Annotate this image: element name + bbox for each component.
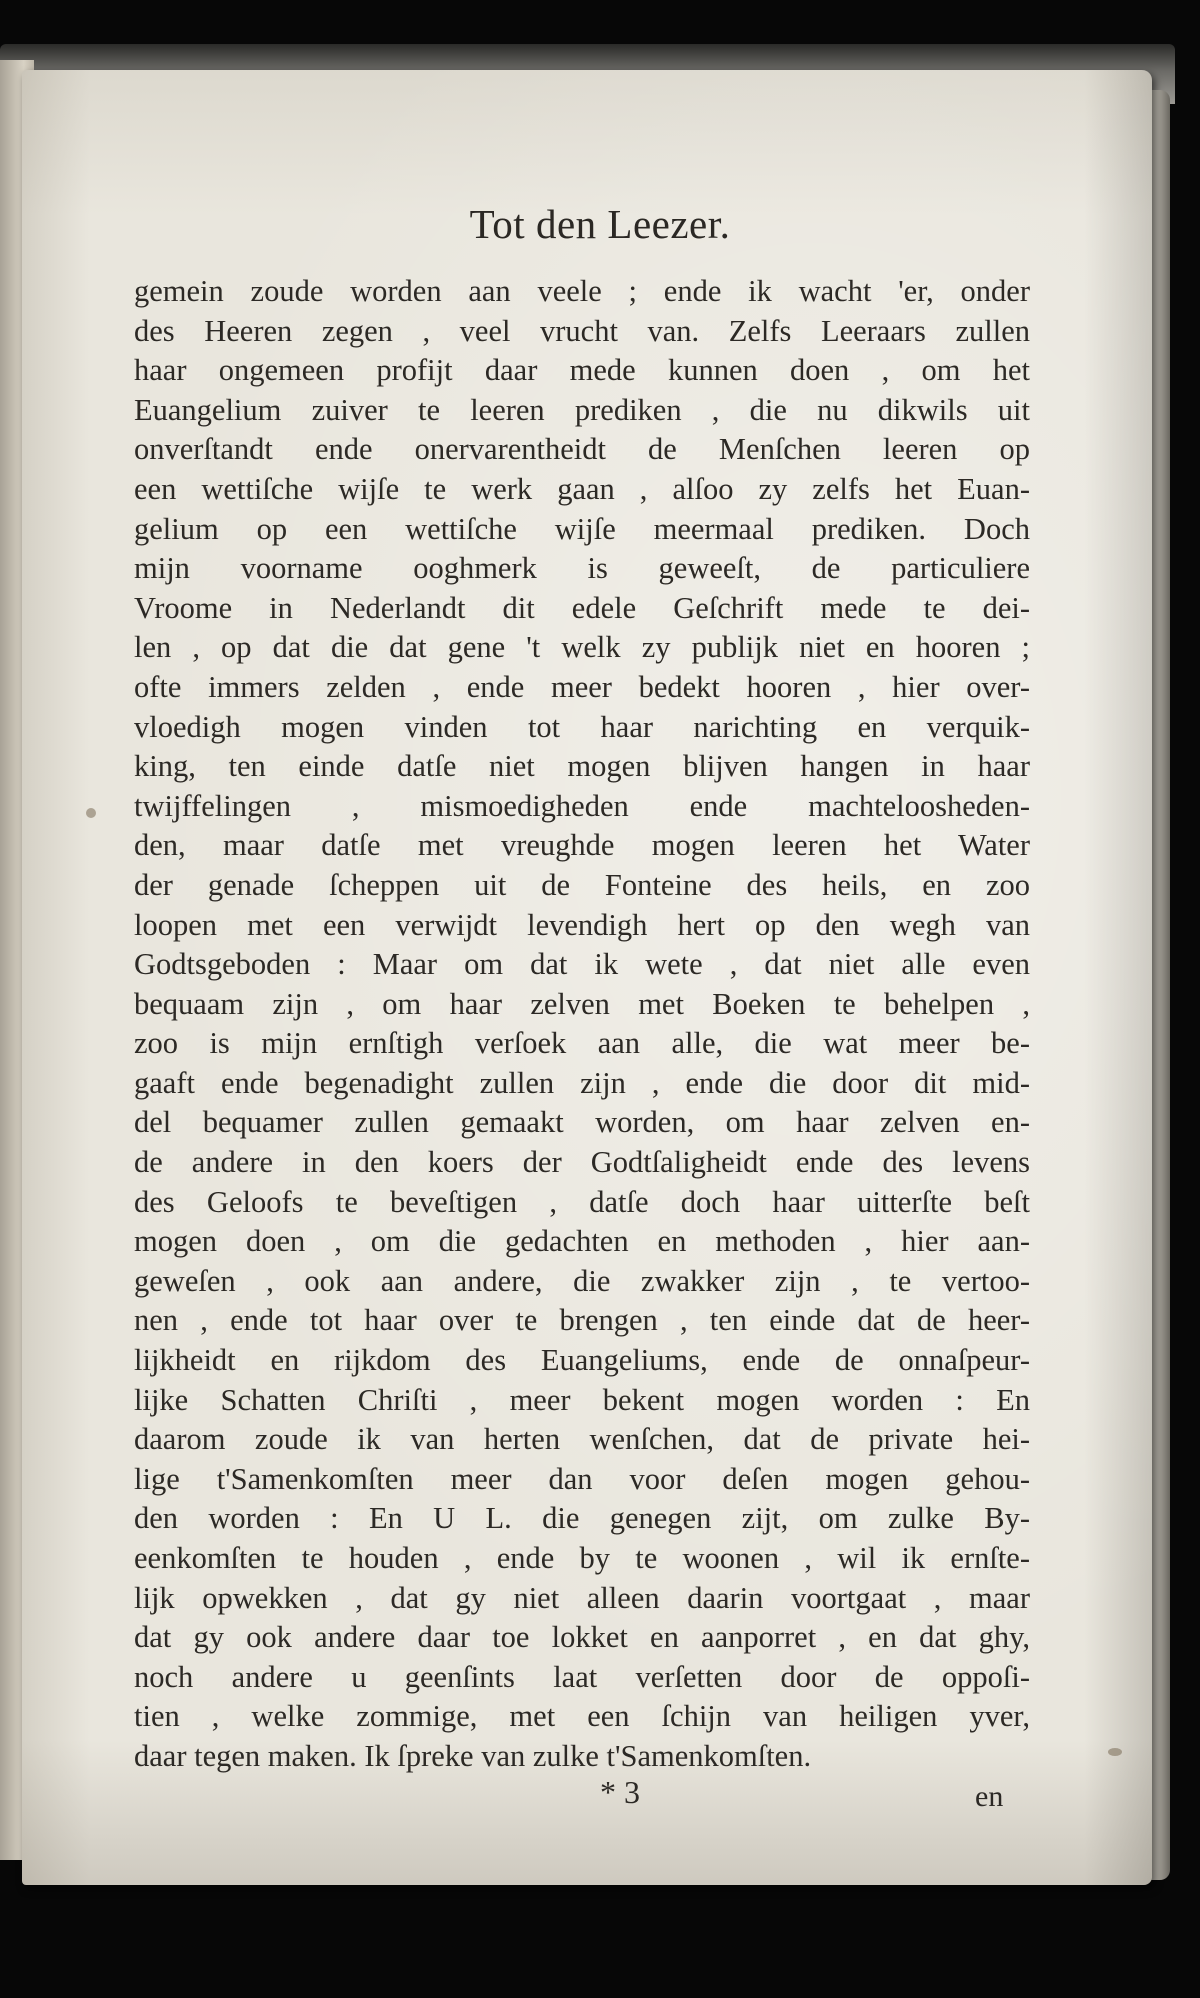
text-line: onverſtandt ende onervarentheidt de Menſchen leeren op (134, 432, 1030, 467)
text-line: Vroome in Nederlandt dit edele Geſchrift mede te dei- (134, 590, 1030, 625)
body-text (134, 272, 1030, 1777)
text-line: tien , welke zommige, met een ſchijn van heiligen yver, (134, 1699, 1030, 1734)
text-line: Godtsgeboden : Maar om dat ik wete , dat niet alle even (134, 947, 1030, 982)
text-line: de andere in den koers der Godtſaligheidt ende des levens (134, 1145, 1030, 1180)
text-line: nen , ende tot haar over te brengen , ten einde dat de heer- (134, 1303, 1030, 1338)
text-line: gemein zoude worden aan veele ; ende ik wacht 'er, onder (134, 274, 1030, 308)
running-head: Tot den Leezer. (469, 201, 731, 247)
text-line: eenkomſten te houden , ende by te woonen , wil ik ernſte- (134, 1541, 1030, 1575)
text-line: den worden : En U L. die genegen zijt, om zulke By- (134, 1501, 1030, 1536)
text-line: haar ongemeen profijt daar mede kunnen doen , om het (134, 353, 1030, 388)
text-line: loopen met een verwijdt levendigh hert op den wegh van (134, 907, 1030, 942)
text-line: der genade ſcheppen uit de Fonteine des heils, en zoo (134, 867, 1030, 902)
text-line: ofte immers zelden , ende meer bedekt hooren , hier over- (134, 669, 1030, 704)
text-line: geweſen , ook aan andere, die zwakker zijn , te vertoo- (134, 1263, 1030, 1298)
text-line: des Heeren zegen , veel vrucht van. Zelfs Leeraars zullen (134, 313, 1030, 348)
text-line: daarom zoude ik van herten wenſchen, dat de private hei- (134, 1422, 1030, 1457)
catchword: en (975, 1780, 1004, 1813)
text-line: een wettiſche wijſe te werk gaan , alſoo zy zelfs het Euan- (134, 471, 1030, 506)
text-line: dat gy ook andere daar toe lokket en aanporret , en dat ghy, (134, 1620, 1030, 1655)
text-line: bequaam zijn , om haar zelven met Boeken te behelpen , (134, 986, 1030, 1021)
text-line: lijk opwekken , dat gy niet alleen daarin voortgaat , maar (134, 1580, 1030, 1615)
text-line: len , op dat die dat gene 't welk zy publijk niet en hooren ; (134, 630, 1030, 665)
text-line: mogen doen , om die gedachten en methoden , hier aan- (134, 1224, 1030, 1259)
signature-mark: * 3 (600, 1774, 640, 1810)
text-line: gelium op een wettiſche wijſe meermaal prediken. Doch (134, 511, 1030, 546)
text-line: lijke Schatten Chriſti , meer bekent mogen worden : En (134, 1382, 1030, 1417)
text-line: lijkheidt en rijkdom des Euangeliums, ende de onnaſpeur- (134, 1343, 1030, 1378)
text-line: mijn voorname ooghmerk is geweeſt, de particuliere (134, 551, 1030, 586)
text-line: den, maar datſe met vreughde mogen leeren het Water (134, 828, 1030, 863)
text-line: vloedigh mogen vinden tot haar narichting en verquik- (134, 709, 1030, 744)
text-line: daar tegen maken. Ik ſpreke van zulke t'Samenkomſten. (134, 1738, 812, 1773)
text-line: noch andere u geenſints laat verſetten door de oppoſi- (134, 1659, 1030, 1694)
text-line: des Geloofs te beveſtigen , datſe doch haar uitterſte beſt (134, 1184, 1030, 1219)
ink-stain (1108, 1748, 1122, 1756)
text-line: twijffelingen , mismoedigheden ende machteloosheden- (134, 788, 1030, 823)
text-line: gaaft ende begenadight zullen zijn , ende die door dit mid- (134, 1065, 1030, 1100)
text-line: king, ten einde datſe niet mogen blijven hangen in haar (134, 749, 1030, 784)
text-line: del bequamer zullen gemaakt worden, om haar zelven en- (134, 1105, 1030, 1140)
text-line: zoo is mijn ernſtigh verſoek aan alle, die wat meer be- (134, 1026, 1030, 1061)
ink-stain (86, 808, 96, 818)
text-line: lige t'Samenkomſten meer dan voor deſen mogen gehou- (134, 1461, 1030, 1496)
text-line: Euangelium zuiver te leeren prediken , die nu dikwils uit (134, 392, 1030, 427)
